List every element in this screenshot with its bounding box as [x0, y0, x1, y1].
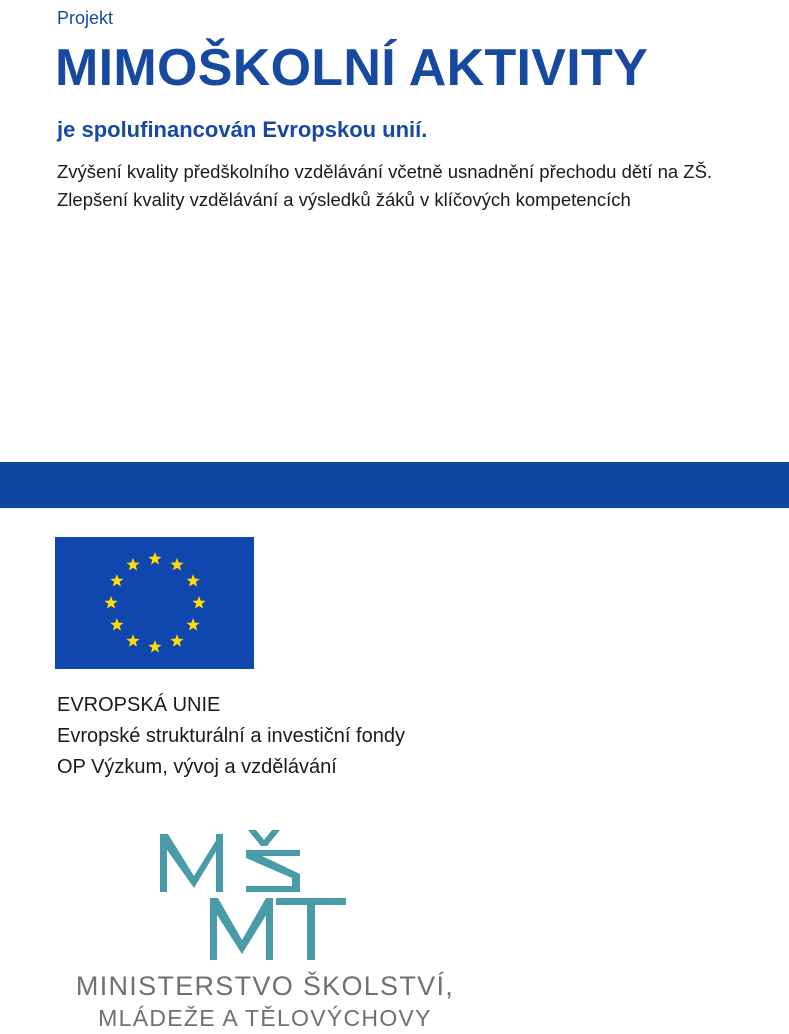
- project-description: Zvýšení kvality předškolního vzdělávání včetně usnadnění přechodu dětí na ZŠ. Zlepšení kvality vzdělávání a výsledků žáků v klíčových kompetencích: [57, 161, 713, 210]
- eu-flag-icon: [55, 537, 254, 669]
- ministry-name-line1: MINISTERSTVO ŠKOLSTVÍ,: [75, 971, 455, 1001]
- eu-funding-block: [57, 690, 405, 783]
- operational-programme: OP Výzkum, vývoj a vzdělávání: [57, 756, 337, 778]
- ministry-name: [55, 970, 475, 1034]
- eu-funds-name: Evropské strukturální a investiční fondy: [57, 725, 405, 747]
- project-label: Projekt: [57, 8, 114, 28]
- eu-name: EVROPSKÁ UNIE: [57, 694, 221, 716]
- msmt-logo-icon: [150, 828, 370, 968]
- cofinancing-statement: je spolufinancován Evropskou unií.: [57, 117, 428, 142]
- project-title: MIMOŠKOLNÍ AKTIVITY: [55, 39, 649, 97]
- blue-divider-band: [0, 462, 789, 508]
- ministry-name-line2: MLÁDEŽE A TĚLOVÝCHOVY: [98, 1005, 432, 1031]
